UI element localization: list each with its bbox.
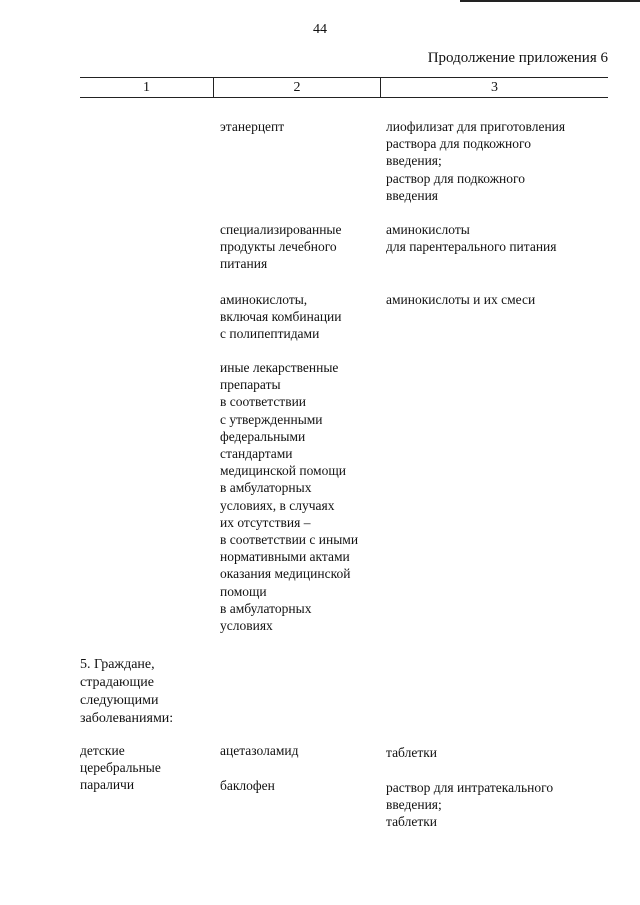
category-line: детские [80, 743, 125, 758]
drug-line: стандартами [220, 446, 293, 462]
drug-line: оказания медицинской [220, 566, 351, 582]
drug-line: иные лекарственные [220, 360, 339, 375]
drug-cell [220, 742, 380, 759]
drug-line: помощи [220, 583, 267, 599]
form-line: лиофилизат для приготовления [386, 119, 566, 134]
category-line: следующими [80, 693, 159, 708]
form-line: введения; [386, 153, 442, 169]
drug-line: с полипептидами [220, 326, 320, 342]
drug-line: нормативными актами [220, 549, 350, 565]
header-col-1: 1 [80, 78, 214, 97]
form-line: таблетки [386, 745, 438, 760]
drug-cell [220, 359, 380, 634]
form-line: раствор для подкожного [386, 170, 525, 186]
form-line: аминокислоты и их смеси [386, 292, 536, 307]
appendix-continuation-title: Продолжение приложения 6 [427, 50, 608, 66]
drug-line: в амбулаторных [220, 600, 312, 616]
form-line: для парентерального питания [386, 239, 557, 255]
form-cell [386, 221, 611, 255]
form-line: раствора для подкожного [386, 136, 531, 152]
form-line: таблетки [386, 814, 438, 830]
drug-line: питания [220, 256, 268, 272]
category-line: церебральные [80, 760, 161, 776]
header-col-3: 3 [491, 80, 498, 95]
drug-line: баклофен [220, 778, 275, 793]
drug-line: этанерцепт [220, 119, 285, 134]
drug-line: включая комбинации [220, 309, 342, 325]
drug-line: ацетазоламид [220, 743, 299, 758]
form-line: введения [386, 187, 439, 203]
category-line: заболеваниями: [80, 711, 174, 726]
page-number: 44 [313, 22, 327, 37]
form-cell [386, 779, 611, 831]
form-line: раствор для интратекального [386, 780, 554, 795]
drug-line: их отсутствия – [220, 514, 311, 530]
header-col-2: 2 [214, 78, 381, 97]
form-cell [386, 291, 611, 308]
table-header-row [80, 77, 608, 98]
drug-line: аминокислоты, [220, 292, 308, 307]
form-cell [386, 744, 611, 761]
drug-line: продукты лечебного [220, 239, 337, 255]
top-border-line [460, 0, 640, 2]
category-line: 5. Граждане, [80, 657, 155, 672]
form-cell [386, 118, 611, 204]
drug-line: с утвержденными [220, 411, 323, 427]
drug-cell [220, 291, 380, 343]
drug-line: в соответствии [220, 394, 307, 410]
drug-line: условиях [220, 618, 273, 634]
drug-line: в соответствии с иными [220, 532, 359, 548]
drug-line: условиях, в случаях [220, 497, 335, 513]
category-cell [80, 742, 210, 794]
drug-line: специализированные [220, 222, 342, 237]
drug-cell [220, 118, 380, 135]
form-line: аминокислоты [386, 222, 470, 237]
drug-line: в амбулаторных [220, 480, 312, 496]
category-line: страдающие [80, 675, 154, 690]
drug-line: медицинской помощи [220, 463, 346, 479]
drug-cell [220, 777, 380, 794]
category-line: параличи [80, 777, 135, 793]
category-cell [80, 656, 210, 728]
drug-line: препараты [220, 377, 281, 393]
drug-cell [220, 221, 380, 273]
drug-line: федеральными [220, 428, 306, 444]
form-line: введения; [386, 797, 442, 813]
